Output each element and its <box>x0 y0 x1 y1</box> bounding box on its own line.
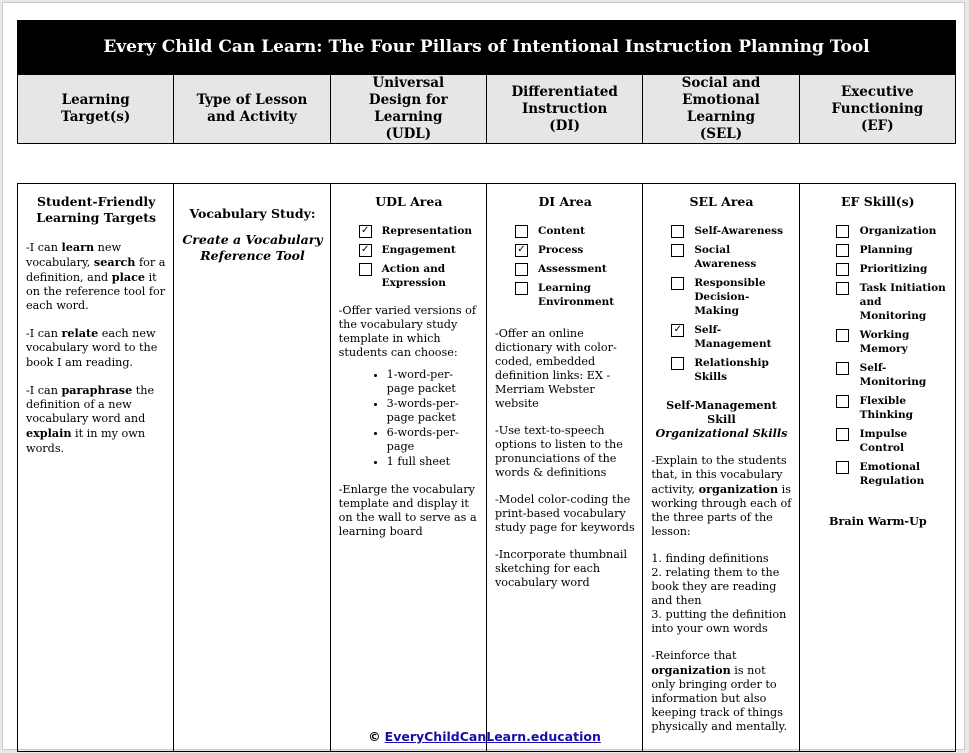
udl-paragraph-1: -Offer varied versions of the vocabulary study template in which students can choose: <box>338 304 477 359</box>
di-paragraph: -Use text-to-speech options to listen to the pronunciations of the words & definitions <box>494 424 623 479</box>
header-line: Type of Lesson <box>196 92 308 108</box>
sel-checklist <box>651 224 791 384</box>
di-paragraphs <box>495 327 635 590</box>
sel-checkbox-item[interactable] <box>671 356 791 384</box>
header-line: Learning <box>61 92 130 108</box>
checkbox-empty-icon[interactable] <box>671 244 684 257</box>
website-link[interactable]: EveryChildCanLearn.education <box>384 729 601 744</box>
di-paragraph: -Offer an online dictionary with color-coded, embedded definition links: EX -Merriam Webster website <box>494 327 617 410</box>
sel-steps <box>651 552 791 636</box>
checkbox-checked-icon[interactable]: ✓ <box>359 244 372 257</box>
sel-checkbox-item[interactable] <box>671 243 791 271</box>
udl-bullet-list <box>339 368 479 469</box>
udl-checkbox-label: Action and Expression <box>381 263 446 289</box>
sel-checkbox-label: Responsible Decision-Making <box>694 277 766 317</box>
sel-p2-bold: organization <box>651 663 731 677</box>
document-page <box>2 2 965 750</box>
learning-target-text: each new vocabulary word to the book I am reading. <box>26 327 158 369</box>
udl-bullet-item: • 3-words-per-page packet <box>387 397 479 425</box>
sel-checkbox-item[interactable] <box>671 276 791 318</box>
header-line: Emotional Learning <box>682 92 760 125</box>
ef-checkbox-label: Flexible Thinking <box>859 395 913 421</box>
checkbox-empty-icon[interactable] <box>671 225 684 238</box>
checkbox-empty-icon[interactable] <box>836 428 849 441</box>
cell-learning-targets <box>18 184 174 752</box>
ef-checkbox-label: Organization <box>859 225 937 237</box>
di-checkbox-item[interactable] <box>515 243 635 257</box>
header-udl <box>330 75 486 144</box>
ef-checkbox-label: Impulse Control <box>859 428 908 454</box>
sel-step: 2. relating them to the book they are reading and then <box>651 566 780 607</box>
header-learning-targets <box>18 75 174 144</box>
header-line: Functioning <box>831 100 924 117</box>
ef-checkbox-item[interactable] <box>836 281 948 323</box>
di-checkbox-label: Assessment <box>537 263 607 275</box>
header-sel <box>643 75 799 144</box>
ef-checkbox-item[interactable] <box>836 460 948 488</box>
di-checkbox-label: Process <box>537 244 584 256</box>
header-line: (UDL) <box>385 126 432 142</box>
checkbox-empty-icon[interactable] <box>836 362 849 375</box>
learning-target-text: for a definition, and <box>26 256 166 284</box>
header-line: Social and <box>681 75 761 91</box>
header-di <box>486 75 642 144</box>
lesson-heading: Vocabulary Study: <box>189 206 316 221</box>
header-line: Target(s) <box>61 109 131 125</box>
checkbox-empty-icon[interactable] <box>515 263 528 276</box>
checkbox-empty-icon[interactable] <box>836 244 849 257</box>
document-title: Every Child Can Learn: The Four Pillars of Intentional Instruction Planning Tool <box>17 20 956 74</box>
header-line: Executive <box>840 83 914 100</box>
learning-target-text: -I can <box>26 384 62 397</box>
ef-checkbox-item[interactable] <box>836 394 948 422</box>
header-line: (EF) <box>860 117 894 134</box>
checkbox-empty-icon[interactable] <box>836 282 849 295</box>
ef-warmup: Brain Warm-Up <box>828 514 927 528</box>
header-lesson-type <box>174 75 330 144</box>
sel-heading: SEL Area <box>689 194 754 209</box>
header-line: (DI) <box>549 117 581 134</box>
ef-checkbox-item[interactable] <box>836 224 948 238</box>
udl-heading: UDL Area <box>375 194 443 209</box>
learning-target-text: relate <box>61 326 99 340</box>
learning-target-text: learn <box>61 240 95 254</box>
ef-checkbox-label: Task Initiation and Monitoring <box>859 282 946 322</box>
learning-target <box>26 383 166 456</box>
sel-step: 1. finding definitions <box>651 552 769 565</box>
learning-target-text: paraphrase <box>61 383 133 397</box>
sel-p2-text: -Reinforce that <box>651 649 737 662</box>
sel-checkbox-item[interactable] <box>671 323 791 351</box>
checkbox-empty-icon[interactable] <box>515 225 528 238</box>
udl-checklist <box>339 224 479 290</box>
targets-heading: Student-Friendly Learning Targets <box>36 194 157 225</box>
di-paragraph: -Model color-coding the print-based vocabulary study page for keywords <box>494 493 635 534</box>
learning-target-text: -I can <box>26 241 62 254</box>
footer <box>3 729 966 744</box>
udl-bullet-item: • 1-word-per-page packet <box>387 368 479 396</box>
header-line: Instruction <box>521 100 608 117</box>
udl-paragraph-2: -Enlarge the vocabulary template and display it on the wall to serve as a learning board <box>338 483 477 538</box>
header-row <box>17 74 956 144</box>
ef-checkbox-item[interactable] <box>836 328 948 356</box>
udl-bullet-item: • 6-words-per-page <box>387 426 479 454</box>
cell-udl <box>330 184 486 752</box>
ef-checkbox-label: Emotional Regulation <box>859 461 925 487</box>
di-checklist <box>495 224 635 309</box>
learning-target-text: it on the reference tool for each word. <box>26 271 166 312</box>
learning-target-text: new vocabulary, <box>26 241 122 269</box>
checkbox-empty-icon[interactable] <box>836 225 849 238</box>
sel-step: 3. putting the definition into your own words <box>651 608 787 635</box>
ef-checkbox-item[interactable] <box>836 243 948 257</box>
cell-lesson-type <box>174 184 330 752</box>
ef-checkbox-label: Prioritizing <box>859 263 928 275</box>
cell-sel <box>643 184 799 752</box>
sel-p2-text-end: is not only bringing order to information but also keeping track of things physically and mentally. <box>651 664 788 733</box>
sel-paragraph-2 <box>651 649 791 734</box>
learning-target-text: the definition of a new vocabulary word and <box>26 384 155 425</box>
checkbox-checked-icon[interactable]: ✓ <box>515 244 528 257</box>
learning-target <box>26 326 166 370</box>
checkbox-empty-icon[interactable] <box>359 263 372 276</box>
lesson-activity: Create a Vocabulary Reference Tool <box>182 232 323 263</box>
di-checkbox-label: Content <box>537 225 585 237</box>
udl-bullet-item: • 1 full sheet <box>387 455 479 469</box>
ef-checkbox-item[interactable] <box>836 427 948 455</box>
targets-list <box>26 240 166 456</box>
ef-checkbox-label: Planning <box>859 244 913 256</box>
checkbox-empty-icon[interactable] <box>671 277 684 290</box>
learning-target <box>26 240 166 313</box>
checkbox-checked-icon[interactable]: ✓ <box>671 324 684 337</box>
checkbox-empty-icon[interactable] <box>671 357 684 370</box>
sel-checkbox-item[interactable] <box>671 224 791 238</box>
learning-target-text: -I can <box>26 327 62 340</box>
sel-checkbox-label: Social Awareness <box>694 244 757 270</box>
ef-heading: EF Skill(s) <box>841 194 915 209</box>
sel-p1-text: -Explain to the students that, in this vocabulary activity, <box>651 454 787 496</box>
ef-checkbox-item[interactable] <box>836 361 948 389</box>
di-heading: DI Area <box>538 194 592 209</box>
udl-checkbox-item[interactable] <box>359 243 479 257</box>
udl-checkbox-label: Engagement <box>381 244 456 256</box>
checkbox-empty-icon[interactable] <box>836 263 849 276</box>
checkbox-empty-icon[interactable] <box>836 461 849 474</box>
ef-checkbox-label: Working Memory <box>859 329 910 355</box>
sel-checkbox-label: Relationship Skills <box>694 357 769 383</box>
di-checkbox-item[interactable] <box>515 262 635 276</box>
copyright-symbol: © <box>368 729 381 744</box>
header-line: Design for Learning <box>368 92 448 125</box>
planning-table <box>17 183 956 752</box>
udl-checkbox-item[interactable] <box>359 224 479 238</box>
sel-paragraph-1 <box>651 454 791 539</box>
header-line: and Activity <box>207 109 297 125</box>
ef-checkbox-label: Self-Monitoring <box>859 362 927 388</box>
ef-checklist <box>808 224 948 488</box>
learning-target-text: it in my own words. <box>26 427 146 455</box>
learning-target-text: place <box>111 270 146 284</box>
sel-checkbox-label: Self-Management <box>694 324 772 350</box>
header-line: Differentiated <box>511 83 618 100</box>
checkbox-empty-icon[interactable] <box>836 329 849 342</box>
cell-di <box>486 184 642 752</box>
checkbox-checked-icon[interactable]: ✓ <box>359 225 372 238</box>
udl-checkbox-label: Representation <box>381 225 472 237</box>
udl-checkbox-item[interactable] <box>359 262 479 290</box>
sel-p1-bold: organization <box>698 482 779 496</box>
header-ef <box>799 75 955 144</box>
checkbox-empty-icon[interactable] <box>515 282 528 295</box>
header-line: (SEL) <box>699 126 743 142</box>
cell-ef <box>799 184 955 752</box>
header-line: Universal <box>372 75 445 91</box>
di-checkbox-item[interactable] <box>515 224 635 238</box>
sel-checkbox-label: Self-Awareness <box>694 225 783 237</box>
checkbox-empty-icon[interactable] <box>836 395 849 408</box>
di-checkbox-label: Learning Environment <box>537 282 615 308</box>
sel-p1-text-end: is working through each of the three parts of the lesson: <box>651 483 792 538</box>
sel-skill-title: Self-Management Skill <box>666 398 777 426</box>
di-checkbox-item[interactable] <box>515 281 635 309</box>
sel-skill-subtitle: Organizational Skills <box>655 426 788 440</box>
learning-target-text: explain <box>26 426 72 440</box>
ef-checkbox-item[interactable] <box>836 262 948 276</box>
learning-target-text: search <box>93 255 136 269</box>
di-paragraph: -Incorporate thumbnail sketching for each vocabulary word <box>494 548 628 589</box>
